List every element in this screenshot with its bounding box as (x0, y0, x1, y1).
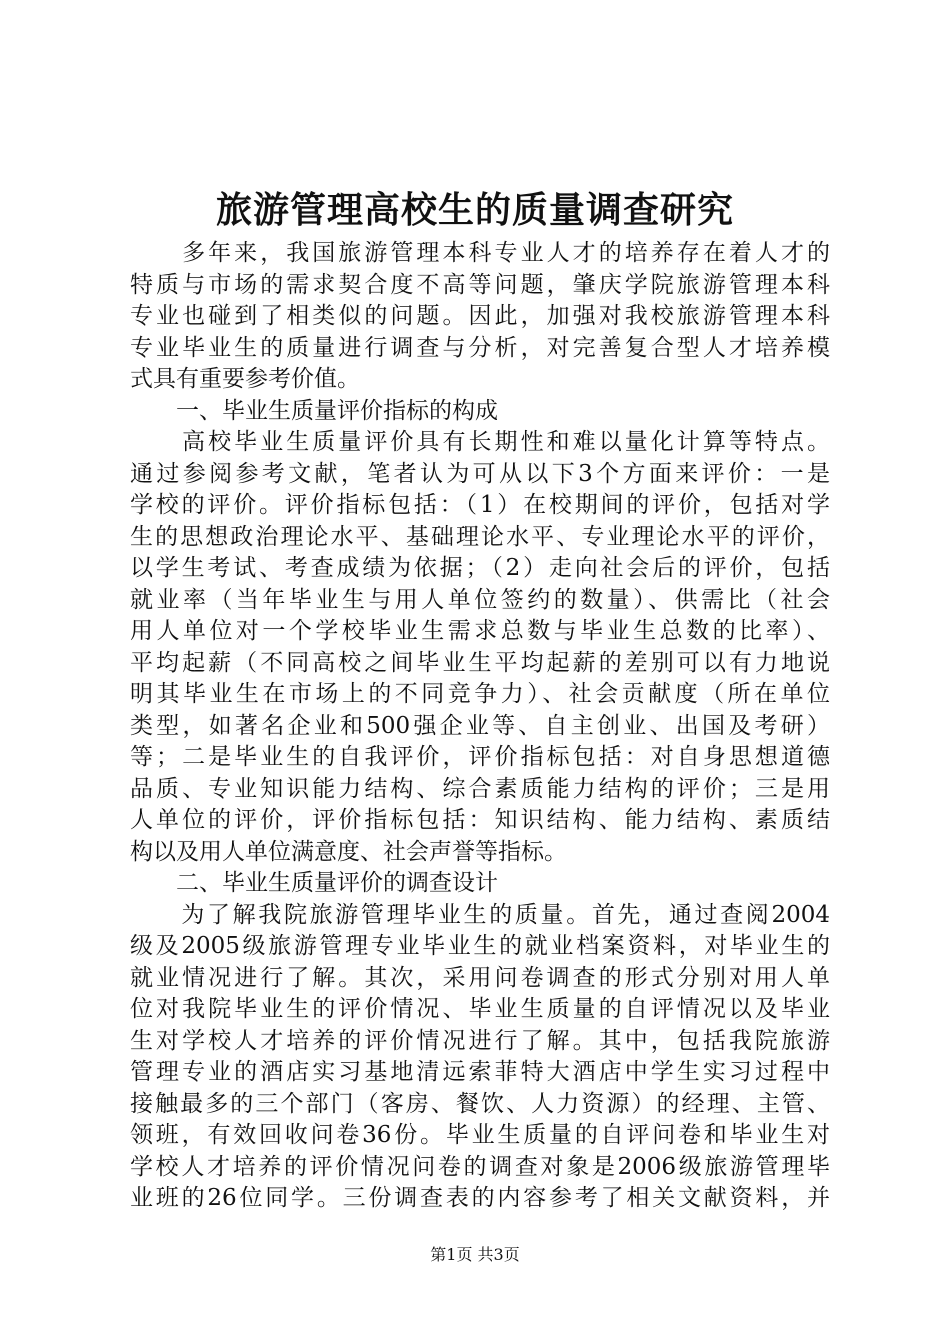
text-line: 等；二是毕业生的自我评价，评价指标包括：对自身思想道德 (130, 744, 830, 770)
text-line: 多年来，我国旅游管理本科专业人才的培养存在着人才的 (130, 240, 830, 266)
text-line: 级及2005级旅游管理专业毕业生的就业档案资料，对毕业生的 (130, 933, 830, 959)
text-line: 管理专业的酒店实习基地清远索菲特大酒店中学生实习过程中 (130, 1059, 830, 1085)
text-line: 类型，如著名企业和500强企业等、自主创业、出国及考研） (130, 712, 830, 739)
text-line: 品质、专业知识能力结构、综合素质能力结构的评价；三是用 (130, 775, 830, 802)
text-line: 生对学校人才培养的评价情况进行了解。其中，包括我院旅游 (130, 1027, 830, 1054)
text-line: 就业情况进行了解。其次，采用问卷调查的形式分别对用人单 (130, 964, 830, 991)
text-line: 接触最多的三个部门（客房、餐饮、人力资源）的经理、主管、 (130, 1090, 830, 1117)
text-line: 式具有重要参考价值。 (130, 366, 360, 392)
text-line: 以学生考试、考查成绩为依据；（2）走向社会后的评价，包括 (130, 555, 830, 581)
text-line: 明其毕业生在市场上的不同竞争力）、社会贡献度（所在单位 (130, 681, 830, 707)
page-footer: 第1页 共3页 (430, 1245, 520, 1264)
text-line: 构以及用人单位满意度、社会声誉等指标。 (130, 838, 567, 865)
text-line: 专业毕业生的质量进行调查与分析，对完善复合型人才培养模 (130, 334, 830, 361)
text-line: 生的思想政治理论水平、基础理论水平、专业理论水平的评价， (130, 523, 830, 550)
text-line: 二、毕业生质量评价的调查设计 (130, 870, 498, 896)
text-line: 用人单位对一个学校毕业生需求总数与毕业生总数的比率）、 (130, 618, 830, 644)
text-line: 学校人才培养的评价情况问卷的调查对象是2006级旅游管理毕 (130, 1153, 830, 1180)
text-line: 业班的26位同学。三份调查表的内容参考了相关文献资料，并 (130, 1185, 830, 1211)
text-line: 位对我院毕业生的评价情况、毕业生质量的自评情况以及毕业 (130, 996, 830, 1022)
text-line: 通过参阅参考文献，笔者认为可从以下3个方面来评价：一是 (130, 460, 830, 487)
document-body (130, 238, 830, 1215)
text-line: 领班，有效回收问卷36份。毕业生质量的自评问卷和毕业生对 (130, 1122, 830, 1148)
text-line: 一、毕业生质量评价指标的构成 (130, 397, 498, 424)
text-line: 就业率（当年毕业生与用人单位签约的数量）、供需比（社会 (130, 586, 830, 613)
text-line: 学校的评价。评价指标包括：（1）在校期间的评价，包括对学 (130, 492, 830, 518)
text-line: 人单位的评价，评价指标包括：知识结构、能力结构、素质结 (130, 807, 830, 833)
text-line: 特质与市场的需求契合度不高等问题，肇庆学院旅游管理本科 (130, 271, 830, 298)
text-line: 平均起薪（不同高校之间毕业生平均起薪的差别可以有力地说 (130, 649, 830, 676)
text-line: 高校毕业生质量评价具有长期性和难以量化计算等特点。 (130, 429, 830, 455)
document-title: 旅游管理高校生的质量调查研究 (215, 189, 734, 231)
text-line: 为了解我院旅游管理毕业生的质量。首先，通过查阅2004 (130, 901, 830, 928)
text-line: 专业也碰到了相类似的问题。因此，加强对我校旅游管理本科 (130, 303, 830, 329)
